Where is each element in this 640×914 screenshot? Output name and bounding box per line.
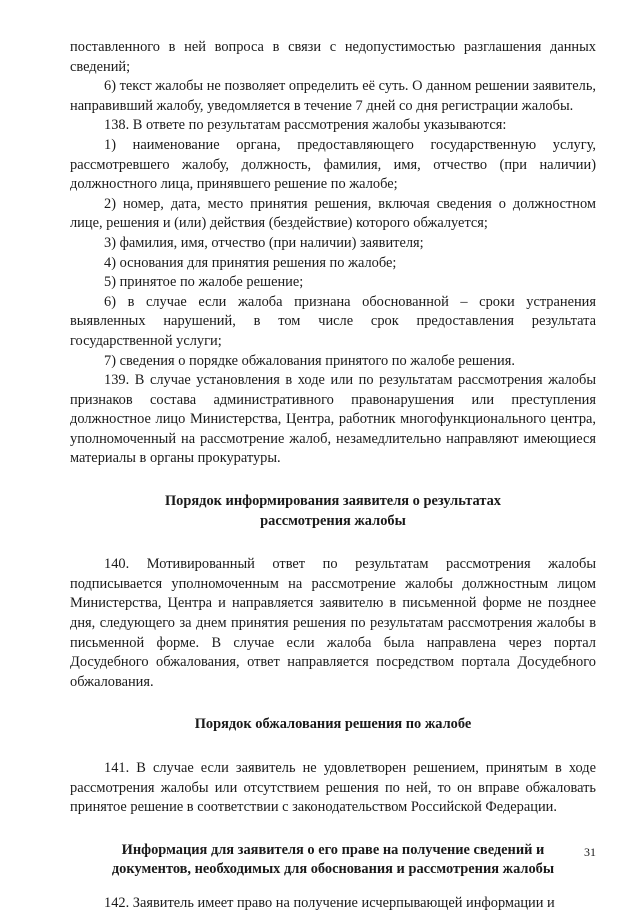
paragraph-141: 141. В случае если заявитель не удовлетворен решением, принятым в ходе рассмотрения жалобы или отсутствием решения по ней, то он вправе обжаловать принятое решение в соответствии с законодательством Российской Федерации. <box>70 760 596 816</box>
heading-line: рассмотрения жалобы <box>260 512 406 529</box>
page-number: 31 <box>584 845 596 859</box>
list-item-2: 2) номер, дата, место принятия решения, включая сведения о должностном лице, решения и (или) действия (бездействие) которого обжалуется; <box>70 195 596 232</box>
section-heading-appeal: Порядок обжалования решения по жалобе <box>194 716 472 733</box>
paragraph-continuation: поставленного в ней вопроса в связи с недопустимостью разглашения данных сведений; <box>70 39 596 75</box>
list-item-5: 5) принятое по жалобе решение; <box>104 274 304 291</box>
heading-line: документов, необходимых для обоснования и рассмотрения жалобы <box>111 861 555 878</box>
paragraph-139: 139. В случае установления в ходе или по результатам рассмотрения жалобы признаков состава административного правонарушения или преступления должностное лицо Министерства, Центра, работник многофункционального центра, уполномоченный на рассмотрение жалоб, незамедлительно направляют имеющиеся материалы в органы прокуратуры. <box>70 372 596 467</box>
paragraph-138: 138. В ответе по результатам рассмотрения жалобы указываются: <box>104 117 507 134</box>
list-item-3: 3) фамилия, имя, отчество (при наличии) заявителя; <box>104 234 424 251</box>
list-item-7: 7) сведения о порядке обжалования принятого по жалобе решения. <box>104 352 515 369</box>
list-item-1: 1) наименование органа, предоставляющего государственную услугу, рассмотревшего жалобу, должность, фамилия, имя, отчество (при наличии) должностного лица, принявшего решение по жалобе; <box>70 136 596 193</box>
paragraph-140: 140. Мотивированный ответ по результатам рассмотрения жалобы подписывается уполномоченным на рассмотрение жалобы должностным лицом Министерства, Центра и направляется заявителю в письменной форме не позднее дня, следующего за днем принятия решения по результатам рассмотрения жалобы в письменной форме. В случае если жалоба была направлена через портал Досудебного обжалования, ответ направляется посредством портала Досудебного обжалования. <box>70 556 596 690</box>
paragraph-142: 142. Заявитель имеет право на получение исчерпывающей информации и <box>104 894 555 911</box>
section-heading-informing <box>70 492 596 531</box>
list-item-6: 6) в случае если жалоба признана обоснованной – сроки устранения выявленных нарушений, в том числе срок предоставления результата государственной услуги; <box>70 293 596 349</box>
section-heading-information-rights <box>70 841 596 880</box>
heading-line: Информация для заявителя о его праве на получение сведений и <box>121 841 545 858</box>
paragraph-item-6: 6) текст жалобы не позволяет определить её суть. О данном решении заявитель, направивший жалобу, уведомляется в течение 7 дней со дня регистрации жалобы. <box>70 78 596 114</box>
heading-line: Порядок информирования заявителя о результатах <box>164 493 501 510</box>
list-item-4: 4) основания для принятия решения по жалобе; <box>104 254 397 271</box>
